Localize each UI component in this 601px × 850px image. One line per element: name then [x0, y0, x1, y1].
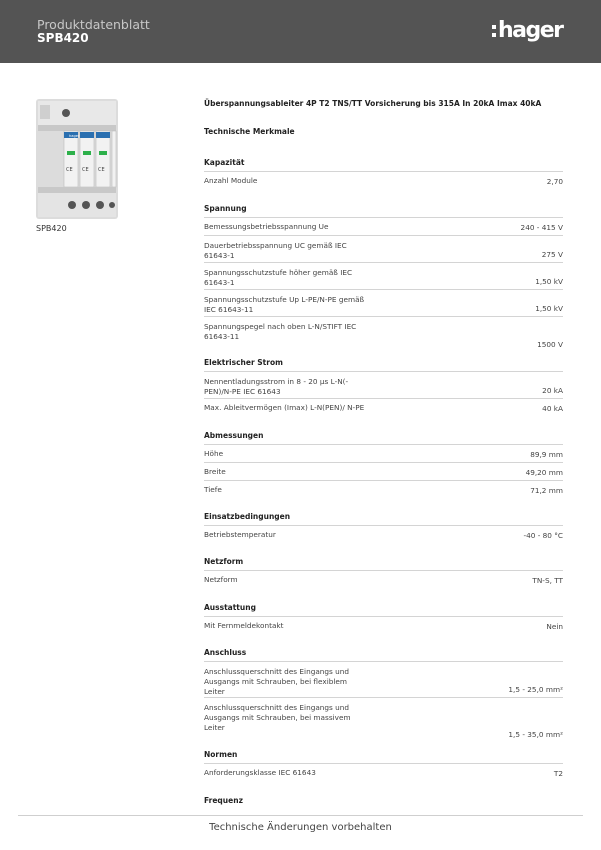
spec-row [204, 570, 563, 589]
spec-label: Breite [204, 467, 226, 476]
section-title: Spannung [204, 204, 247, 213]
spec-label: Max. Ableitvermögen (Imax) L-N(PEN)/ N-PE [204, 403, 365, 412]
spec-row [204, 480, 563, 499]
spec-value: 1,50 kV [535, 304, 563, 313]
logo-dots-icon [492, 25, 496, 37]
spec-row [204, 616, 563, 635]
spec-row [204, 763, 563, 782]
spec-value: 20 kA [542, 386, 563, 395]
svg-text:CE: CE [82, 167, 89, 173]
spec-value: Nein [546, 622, 563, 631]
section-title: Normen [204, 750, 238, 759]
product-title: Überspannungsableiter 4P T2 TNS/TT Vorsicherung bis 315A In 20kA Imax 40kA [204, 99, 542, 108]
spec-label: Spannungsschutzstufe Up L-PE/N-PE gemäß IEC 61643-11 [204, 295, 365, 314]
spec-label: Spannungspegel nach oben L-N/STIFT IEC 61643-11 [204, 322, 357, 341]
spec-label: Betriebstemperatur [204, 530, 276, 539]
spec-label: Mit Fernmeldekontakt [204, 621, 284, 630]
spec-row [204, 371, 563, 399]
section-title: Ausstattung [204, 603, 256, 612]
module-cartridges [64, 131, 116, 187]
section-title: Einsatzbedingungen [204, 512, 291, 521]
spec-row [204, 262, 563, 290]
spec-label: Spannungsschutzstufe höher gemäß IEC 61643-1 [204, 268, 353, 287]
section-title: Kapazität [204, 158, 245, 167]
spec-label: Bemessungsbetriebsspannung Ue [204, 222, 329, 231]
image-caption: SPB420 [36, 224, 67, 233]
spec-row [204, 661, 563, 698]
spec-label: Anschlussquerschnitt des Eingangs und Ausgangs mit Schrauben, bei flexiblem Leiter [204, 667, 350, 696]
tech-section-title: Technische Merkmale [204, 127, 295, 136]
spec-row [204, 217, 563, 236]
spec-value: 275 V [541, 250, 563, 259]
spec-label: Höhe [204, 449, 224, 458]
spec-value: 40 kA [542, 404, 563, 413]
section-title: Anschluss [204, 648, 247, 657]
spec-value: 2,70 [546, 177, 563, 186]
spec-value: 89,9 mm [530, 450, 563, 459]
product-image [36, 97, 118, 221]
spec-value: 240 - 415 V [520, 223, 563, 232]
section-title: Elektrischer Strom [204, 358, 283, 367]
section-title: Netzform [204, 557, 244, 566]
spec-value: TN-S, TT [532, 576, 563, 585]
spec-value: 1,5 - 25,0 mm² [508, 685, 563, 694]
hager-logo [492, 19, 563, 43]
logo-text: hager [498, 18, 563, 43]
doc-type-label: Produktdatenblatt [37, 17, 150, 32]
spec-label: Anforderungsklasse IEC 61643 [204, 768, 316, 777]
svg-text:CE: CE [98, 167, 105, 173]
spec-row [204, 697, 563, 743]
spec-label: Netzform [204, 575, 238, 584]
page-header [0, 0, 601, 63]
spec-value: T2 [553, 769, 563, 778]
spec-value: 1,5 - 35,0 mm² [508, 730, 563, 739]
spec-label: Nennentladungsstrom in 8 - 20 µs L-N(- PEN)/N-PE IEC 61643 [204, 377, 349, 396]
spec-label: Tiefe [204, 485, 222, 494]
spec-value: 49,20 mm [525, 468, 563, 477]
spec-row [204, 525, 563, 544]
spec-label: Dauerbetriebsspannung UC gemäß IEC 61643-1 [204, 241, 347, 260]
spec-row [204, 171, 563, 190]
svg-text:CE: CE [66, 167, 73, 173]
spec-row [204, 444, 563, 463]
spec-label: Anschlussquerschnitt des Eingangs und Ausgangs mit Schrauben, bei massivem Leiter [204, 703, 351, 732]
cartridge-brand-label: hager [69, 134, 80, 138]
spec-row [204, 462, 563, 481]
product-code: SPB420 [37, 31, 89, 45]
spec-row [204, 398, 563, 417]
footer-note: Technische Änderungen vorbehalten [209, 822, 392, 833]
spec-row [204, 316, 563, 353]
section-title: Frequenz [204, 796, 243, 805]
section-title: Abmessungen [204, 431, 264, 440]
spec-value: 71,2 mm [530, 486, 563, 495]
spec-value: 1500 V [537, 340, 563, 349]
spec-value: 1,50 kV [535, 277, 563, 286]
spec-row [204, 235, 563, 263]
spec-row [204, 289, 563, 317]
footer-divider [18, 815, 583, 816]
spec-label: Anzahl Module [204, 176, 258, 185]
spec-value: -40 - 80 °C [523, 531, 563, 540]
